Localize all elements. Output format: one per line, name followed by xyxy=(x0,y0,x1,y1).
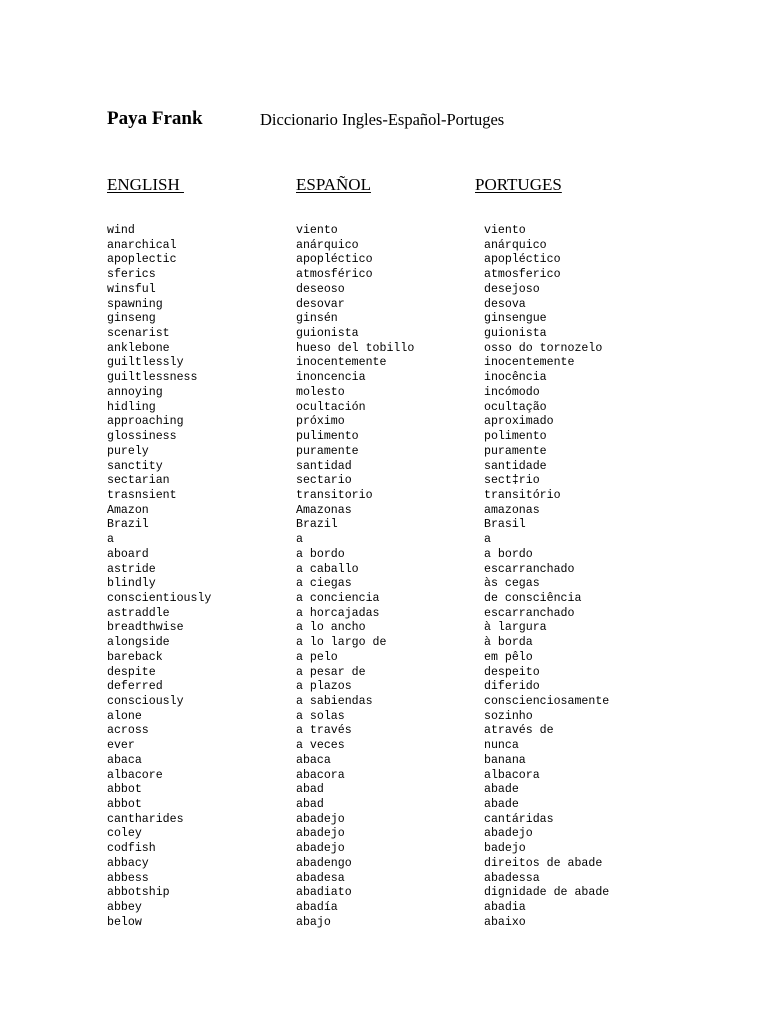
english-term: conscientiously xyxy=(107,591,212,605)
english-term: ginseng xyxy=(107,312,156,326)
portuguese-term: viento xyxy=(484,224,526,237)
spanish-term: Brazil xyxy=(296,518,338,532)
spanish-term: abadiato xyxy=(296,886,352,900)
english-term: Amazon xyxy=(107,503,149,517)
portuguese-term: polimento xyxy=(484,430,547,444)
english-term: approaching xyxy=(107,415,184,429)
english-term: abaca xyxy=(107,753,142,767)
spanish-term: transitorio xyxy=(296,488,373,502)
dictionary-row xyxy=(0,754,768,769)
spanish-term: Amazonas xyxy=(296,503,352,517)
english-term: winsful xyxy=(107,282,156,296)
column-header-english: ENGLISH xyxy=(107,175,184,194)
english-term: abbot xyxy=(107,798,142,812)
portuguese-term: à largura xyxy=(484,621,547,635)
dictionary-row xyxy=(0,621,768,636)
dictionary-row xyxy=(0,798,768,813)
dictionary-row xyxy=(0,901,768,916)
dictionary-row xyxy=(0,489,768,504)
english-term: hidling xyxy=(107,400,156,414)
dictionary-row xyxy=(0,342,768,357)
english-term: aboard xyxy=(107,547,149,561)
portuguese-term: amazonas xyxy=(484,503,540,517)
portuguese-term: desova xyxy=(484,297,526,311)
dictionary-row xyxy=(0,415,768,430)
english-term: below xyxy=(107,915,142,929)
spanish-term: santidad xyxy=(296,459,352,473)
dictionary-row xyxy=(0,827,768,842)
portuguese-term: puramente xyxy=(484,444,547,458)
dictionary-row xyxy=(0,224,768,239)
spanish-term: abad xyxy=(296,798,324,812)
spanish-term: abad xyxy=(296,783,324,797)
dictionary-row xyxy=(0,460,768,475)
dictionary-row xyxy=(0,739,768,754)
spanish-term: a lo ancho xyxy=(296,621,366,635)
portuguese-term: cantáridas xyxy=(484,812,554,826)
spanish-term: a bordo xyxy=(296,547,345,561)
spanish-term: a pelo xyxy=(296,650,338,664)
english-term: annoying xyxy=(107,385,163,399)
portuguese-term: às cegas xyxy=(484,577,540,591)
spanish-term: sectario xyxy=(296,474,352,488)
spanish-term: pulimento xyxy=(296,430,359,444)
english-term: scenarist xyxy=(107,327,170,341)
english-term: blindly xyxy=(107,577,156,591)
spanish-term: a lo largo de xyxy=(296,636,387,650)
dictionary-row xyxy=(0,356,768,371)
dictionary-row xyxy=(0,916,768,931)
english-term: glossiness xyxy=(107,430,177,444)
dictionary-row xyxy=(0,842,768,857)
english-term: a xyxy=(107,533,114,547)
dictionary-entries xyxy=(0,224,768,931)
dictionary-row xyxy=(0,577,768,592)
dictionary-row xyxy=(0,518,768,533)
portuguese-term: dignidade de abade xyxy=(484,886,610,900)
portuguese-term: apopléctico xyxy=(484,253,561,267)
portuguese-term: sozinho xyxy=(484,709,533,723)
dictionary-row xyxy=(0,813,768,828)
spanish-term: a xyxy=(296,533,303,547)
english-term: spawning xyxy=(107,297,163,311)
dictionary-row xyxy=(0,298,768,313)
english-term: Brazil xyxy=(107,518,149,532)
dictionary-row xyxy=(0,592,768,607)
english-term: consciously xyxy=(107,695,184,708)
portuguese-term: inocentemente xyxy=(484,356,575,370)
spanish-term: abadejo xyxy=(296,812,345,826)
spanish-term: a horcajadas xyxy=(296,606,380,620)
dictionary-row xyxy=(0,857,768,872)
spanish-term: abajo xyxy=(296,915,331,929)
author-name: Paya Frank xyxy=(107,108,203,129)
spanish-term: deseoso xyxy=(296,282,345,296)
english-term: albacore xyxy=(107,768,163,782)
dictionary-row xyxy=(0,283,768,298)
spanish-term: abadesa xyxy=(296,871,345,885)
spanish-term: abadejo xyxy=(296,827,345,841)
spanish-term: a ciegas xyxy=(296,577,352,591)
spanish-term: a pesar de xyxy=(296,665,366,679)
portuguese-term: badejo xyxy=(484,842,526,856)
english-term: trasnsient xyxy=(107,488,177,502)
dictionary-row xyxy=(0,371,768,386)
spanish-term: a plazos xyxy=(296,680,352,694)
portuguese-term: escarranchado xyxy=(484,562,575,576)
dictionary-row xyxy=(0,445,768,460)
english-term: wind xyxy=(107,224,135,237)
portuguese-term: aproximado xyxy=(484,415,554,429)
english-term: guiltlessness xyxy=(107,371,198,385)
spanish-term: inoncencia xyxy=(296,371,366,385)
english-term: guiltlessly xyxy=(107,356,184,370)
spanish-term: abadengo xyxy=(296,856,352,870)
english-term: sferics xyxy=(107,268,156,282)
english-term: sanctity xyxy=(107,459,163,473)
dictionary-row xyxy=(0,548,768,563)
portuguese-term: abade xyxy=(484,783,519,797)
spanish-term: viento xyxy=(296,224,338,237)
spanish-term: abaca xyxy=(296,753,331,767)
dictionary-row xyxy=(0,563,768,578)
spanish-term: a sabiendas xyxy=(296,695,373,708)
english-term: bareback xyxy=(107,650,163,664)
dictionary-row xyxy=(0,769,768,784)
spanish-term: a conciencia xyxy=(296,591,380,605)
dictionary-row xyxy=(0,695,768,710)
english-term: sectarian xyxy=(107,474,170,488)
english-term: cantharides xyxy=(107,812,184,826)
dictionary-row xyxy=(0,710,768,725)
dictionary-row xyxy=(0,724,768,739)
portuguese-term: transitório xyxy=(484,488,561,502)
portuguese-term: diferido xyxy=(484,680,540,694)
column-header-portuguese: PORTUGES xyxy=(475,175,562,194)
dictionary-row xyxy=(0,886,768,901)
english-term: breadthwise xyxy=(107,621,184,635)
spanish-term: a veces xyxy=(296,739,345,753)
portuguese-term: ginsengue xyxy=(484,312,547,326)
spanish-term: a través xyxy=(296,724,352,738)
portuguese-term: guionista xyxy=(484,327,547,341)
dictionary-row xyxy=(0,239,768,254)
dictionary-row xyxy=(0,666,768,681)
spanish-term: abacora xyxy=(296,768,345,782)
dictionary-row xyxy=(0,636,768,651)
dictionary-row xyxy=(0,651,768,666)
portuguese-term: Brasil xyxy=(484,518,526,532)
spanish-term: ginsén xyxy=(296,312,338,326)
english-term: coley xyxy=(107,827,142,841)
english-term: apoplectic xyxy=(107,253,177,267)
english-term: anarchical xyxy=(107,238,177,252)
portuguese-term: santidade xyxy=(484,459,547,473)
dictionary-row xyxy=(0,253,768,268)
spanish-term: puramente xyxy=(296,444,359,458)
portuguese-term: abadia xyxy=(484,901,526,915)
dictionary-row xyxy=(0,504,768,519)
spanish-term: atmosférico xyxy=(296,268,373,282)
spanish-term: a caballo xyxy=(296,562,359,576)
portuguese-term: desejoso xyxy=(484,282,540,296)
portuguese-term: banana xyxy=(484,753,526,767)
portuguese-term: abaixo xyxy=(484,915,526,929)
column-header-spanish: ESPAÑOL xyxy=(296,175,371,194)
dictionary-row xyxy=(0,607,768,622)
english-term: across xyxy=(107,724,149,738)
dictionary-row xyxy=(0,783,768,798)
portuguese-term: abadessa xyxy=(484,871,540,885)
dictionary-row xyxy=(0,533,768,548)
english-term: alone xyxy=(107,709,142,723)
portuguese-term: a bordo xyxy=(484,547,533,561)
document-title: Diccionario Ingles-Español-Portuges xyxy=(260,110,505,129)
spanish-term: próximo xyxy=(296,415,345,429)
portuguese-term: a xyxy=(484,533,491,547)
dictionary-row xyxy=(0,872,768,887)
english-term: abbess xyxy=(107,871,149,885)
spanish-term: anárquico xyxy=(296,238,359,252)
portuguese-term: osso do tornozelo xyxy=(484,341,603,355)
portuguese-term: direitos de abade xyxy=(484,856,603,870)
spanish-term: a solas xyxy=(296,709,345,723)
portuguese-term: à borda xyxy=(484,636,533,650)
portuguese-term: de consciência xyxy=(484,591,582,605)
english-term: abbey xyxy=(107,901,142,915)
dictionary-row xyxy=(0,474,768,489)
spanish-term: abadejo xyxy=(296,842,345,856)
portuguese-term: ocultação xyxy=(484,400,547,414)
spanish-term: desovar xyxy=(296,297,345,311)
spanish-term: inocentemente xyxy=(296,356,387,370)
english-term: abbacy xyxy=(107,856,149,870)
portuguese-term: conscienciosamente xyxy=(484,695,610,708)
english-term: ever xyxy=(107,739,135,753)
dictionary-row xyxy=(0,430,768,445)
portuguese-term: despeito xyxy=(484,665,540,679)
dictionary-row xyxy=(0,312,768,327)
spanish-term: apopléctico xyxy=(296,253,373,267)
portuguese-term: incómodo xyxy=(484,385,540,399)
portuguese-term: abadejo xyxy=(484,827,533,841)
portuguese-term: sect‡rio xyxy=(484,474,540,488)
english-term: astride xyxy=(107,562,156,576)
portuguese-term: através de xyxy=(484,724,554,738)
english-term: deferred xyxy=(107,680,163,694)
spanish-term: guionista xyxy=(296,327,359,341)
portuguese-term: em pêlo xyxy=(484,650,533,664)
dictionary-row xyxy=(0,386,768,401)
dictionary-row xyxy=(0,268,768,283)
english-term: codfish xyxy=(107,842,156,856)
dictionary-row xyxy=(0,401,768,416)
spanish-term: hueso del tobillo xyxy=(296,341,415,355)
spanish-term: abadía xyxy=(296,901,338,915)
spanish-term: molesto xyxy=(296,385,345,399)
english-term: anklebone xyxy=(107,341,170,355)
portuguese-term: albacora xyxy=(484,768,540,782)
english-term: abbotship xyxy=(107,886,170,900)
portuguese-term: inocência xyxy=(484,371,547,385)
spanish-term: ocultación xyxy=(296,400,366,414)
english-term: purely xyxy=(107,444,149,458)
portuguese-term: nunca xyxy=(484,739,519,753)
portuguese-term: atmosferico xyxy=(484,268,561,282)
dictionary-row xyxy=(0,680,768,695)
portuguese-term: abade xyxy=(484,798,519,812)
english-term: alongside xyxy=(107,636,170,650)
english-term: despite xyxy=(107,665,156,679)
portuguese-term: anárquico xyxy=(484,238,547,252)
english-term: abbot xyxy=(107,783,142,797)
english-term: astraddle xyxy=(107,606,170,620)
dictionary-row xyxy=(0,327,768,342)
portuguese-term: escarranchado xyxy=(484,606,575,620)
